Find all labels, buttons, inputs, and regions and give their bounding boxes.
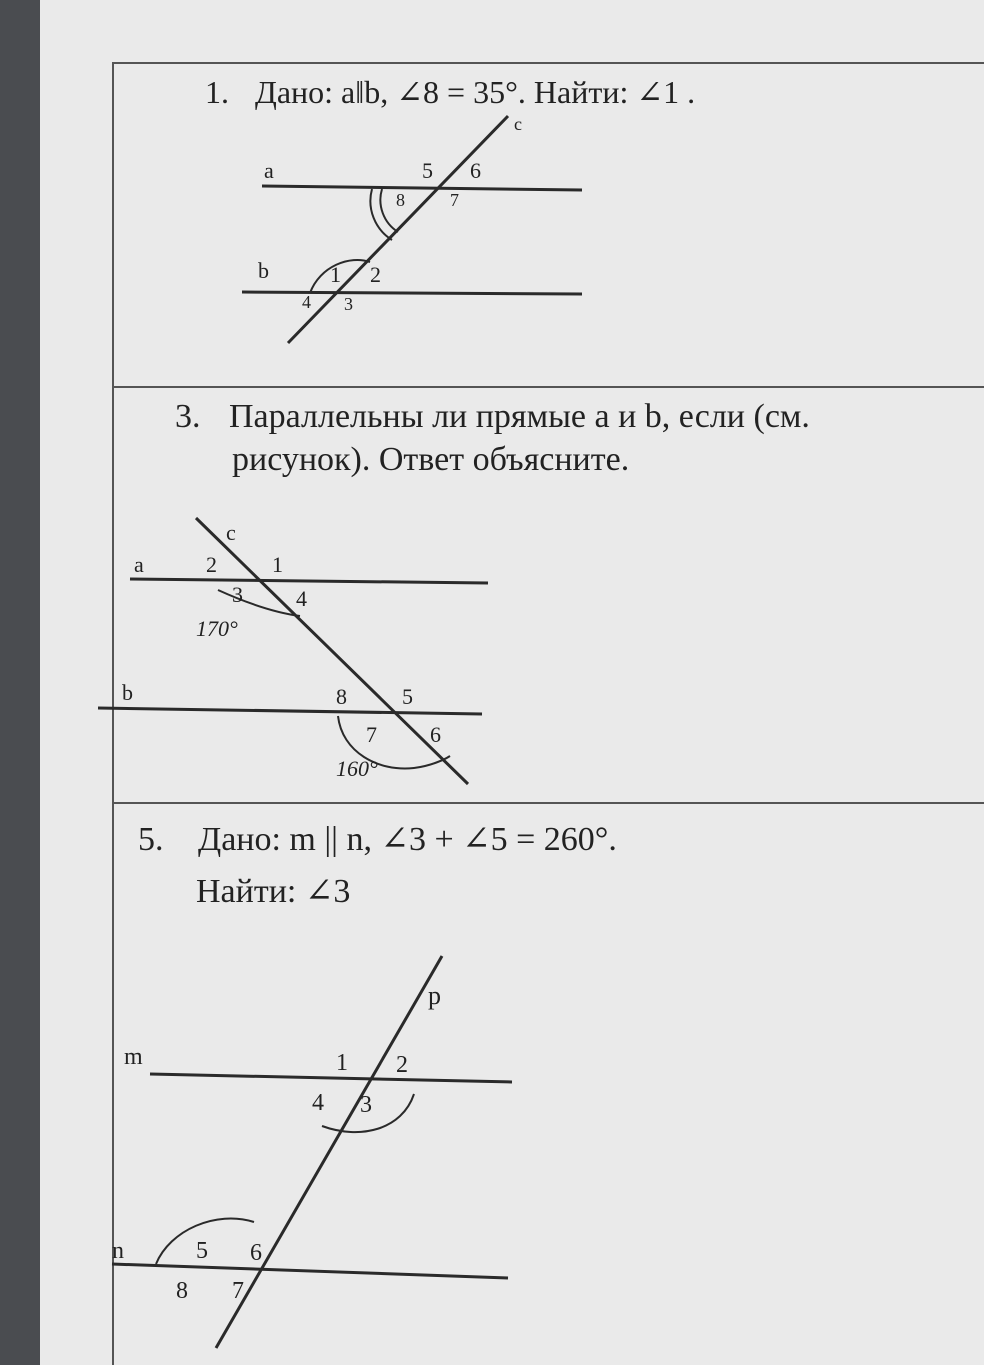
task1-number: 1. [205,74,229,110]
task3-line2: рисунок). Ответ объясните. [232,441,630,478]
task1-label-4: 4 [302,292,311,312]
task5-label-n: n [112,1238,124,1264]
task5-label-6: 6 [250,1240,262,1266]
task3-label-a: a [134,552,144,577]
task5-line1: Дано: m || n, ∠3 + ∠5 = 260°. [198,821,617,858]
task5-line-p [216,956,442,1348]
task3-label-2: 2 [206,552,217,577]
task3-label-3: 3 [232,582,243,607]
task3-angle170-arc [218,590,300,616]
task3-number: 3. [175,398,201,435]
task3-line-c [196,518,468,784]
task3-label-6: 6 [430,722,441,747]
task5-label-1: 1 [336,1050,348,1076]
task1-label-5: 5 [422,158,433,183]
task3-line-b [98,708,482,714]
task3-label-1: 1 [272,552,283,577]
task3-label-5: 5 [402,684,413,709]
task1-label-a: a [264,158,274,183]
task1-text: Дано: a‖b, ∠8 = 35°. Найти: ∠1 . [255,74,696,110]
task3-label-4: 4 [296,586,307,611]
task1-line-c [288,116,508,343]
task5-label-4: 4 [312,1090,324,1116]
task5-line2: Найти: ∠3 [196,873,351,910]
task5-label-2: 2 [396,1052,408,1078]
task1-line-b [242,292,582,294]
task5-line-m [150,1074,512,1082]
task5-label-7: 7 [232,1278,244,1304]
task5-label-p: p [428,981,441,1010]
task1-label-7: 7 [450,190,459,210]
task3-label-7: 7 [366,722,377,747]
task5-label-5: 5 [196,1238,208,1264]
task5-line-n [112,1264,508,1278]
task5-number: 5. [138,821,164,858]
task1-label-1: 1 [330,262,341,287]
task3-line1: Параллельны ли прямые a и b, если (см. [229,398,810,435]
task3-angle-170: 170° [196,616,238,641]
task5-label-m: m [124,1044,143,1070]
task1-line-a [262,186,582,190]
task3-line-a [130,579,488,583]
task3-label-c: c [226,520,236,545]
task1-label-8: 8 [396,190,405,210]
task1-label-2: 2 [370,262,381,287]
task3-angle-160: 160° [336,756,378,781]
task3-label-8: 8 [336,684,347,709]
task1-label-b: b [258,258,269,283]
task5-label-8: 8 [176,1278,188,1304]
task1-label-6: 6 [470,158,481,183]
task5-label-3: 3 [360,1092,372,1118]
task1-label-c: c [514,114,522,134]
task1-label-3: 3 [344,294,353,314]
task3-label-b: b [122,680,133,705]
